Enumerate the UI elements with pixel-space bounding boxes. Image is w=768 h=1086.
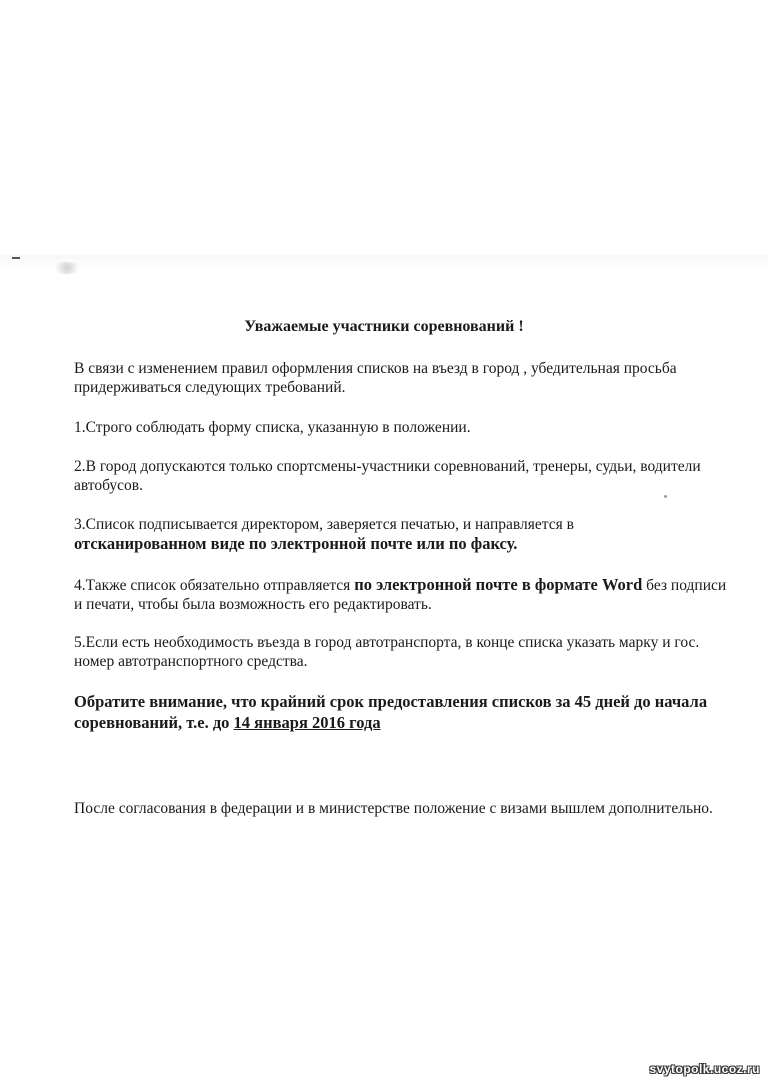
requirement-1: 1.Строго соблюдать форму списка, указанную в положении. — [74, 419, 471, 436]
requirement-4-pre: 4.Также список обязательно отправляется — [74, 577, 355, 594]
requirement-5: 5.Если есть необходимость въезда в город автотранспорта, в конце списка указать марку и гос. номер автотранспортного средства. — [74, 634, 700, 670]
requirement-3-text: 3.Список подписывается директором, заверяется печатью, и направляется в — [74, 516, 574, 533]
requirement-2: 2.В город допускаются только спортсмены-участники соревнований, тренеры, судьи, водители автобусов. — [74, 458, 701, 494]
requirement-4 — [74, 575, 734, 614]
requirement-4-post: без подписи и печати, чтобы была возможность его редактировать. — [74, 577, 727, 613]
scan-edge-mark — [12, 257, 20, 259]
intro-paragraph: В связи с изменением правил оформления списков на въезд в город , убедительная просьба придерживаться следующих требований. — [74, 360, 677, 396]
deadline-notice-text: Обратите внимание, что крайний срок предоставления списков за 45 дней до начала соревнований, т.е. до — [74, 692, 708, 732]
closing-paragraph: После согласования в федерации и в министерстве положение с визами вышлем дополнительно. — [74, 800, 713, 817]
deadline-notice — [74, 691, 734, 733]
requirement-3 — [74, 515, 734, 554]
site-watermark: svytopolk.ucoz.ru — [649, 1062, 760, 1076]
requirement-3-emphasis: отсканированном виде по электронной почте или по факсу. — [74, 534, 518, 553]
deadline-date: 14 января 2016 года — [233, 713, 381, 732]
scan-speck — [52, 262, 82, 274]
requirement-4-emphasis: по электронной почте в формате Word — [354, 575, 643, 594]
document-title: Уважаемые участники соревнований ! — [244, 318, 524, 335]
scan-dot — [664, 495, 667, 498]
